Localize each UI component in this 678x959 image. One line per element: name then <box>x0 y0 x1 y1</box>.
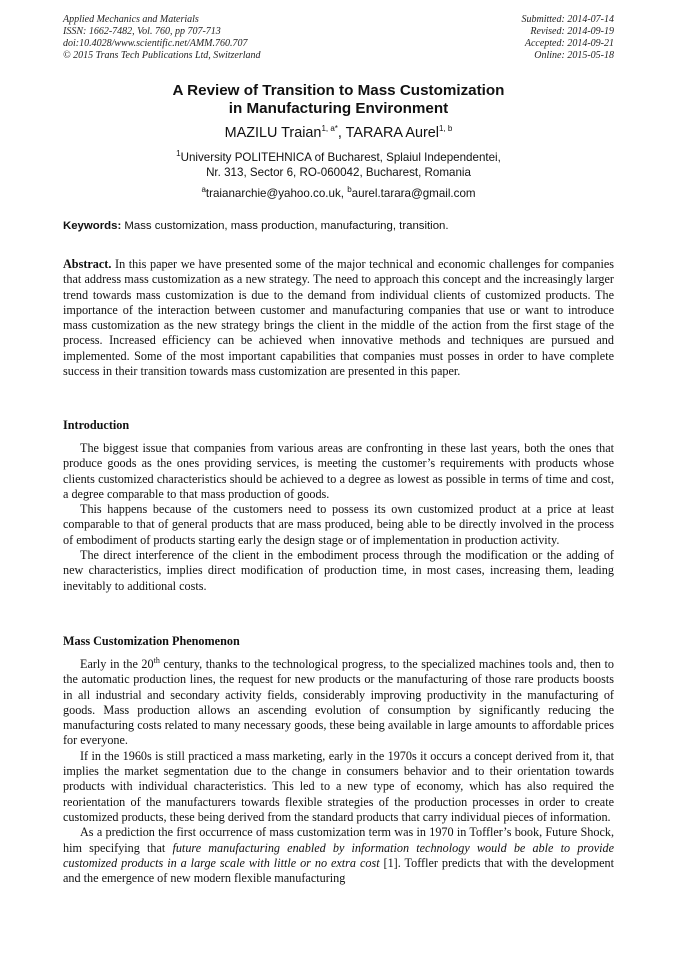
keywords-text: Mass customization, mass production, manufacturing, transition. <box>121 220 449 232</box>
journal-info <box>63 14 261 62</box>
quoted-prediction: future manufacturing enabled by information technology would be able to provide customized products in a large scale with little or no extra cost <box>63 840 614 870</box>
affiliation-mark: 1 <box>176 149 181 159</box>
mass-customization-section <box>63 657 614 886</box>
submitted-date: Submitted: 2014-07-14 <box>521 14 614 25</box>
issn: ISSN: 1662-7482, Vol. 760, pp 707-713 <box>63 26 221 37</box>
paragraph: The direct interference of the client in the embodiment process through the modification or the adding of new characteristics, implies direct modification of production time, in most cases, increasing them, leading inevitably to additional costs. <box>63 548 614 593</box>
email-a: traianarchie@yahoo.co.uk <box>205 187 341 200</box>
paragraph: This happens because of the customers need to possess its own customized product at a price at least comparable to that of general products that are mass produced, being able to be directly involved in the process of embodiment of products starting early the design stage or of implementation in production activity. <box>63 502 614 547</box>
email-b-mark: b <box>347 185 352 195</box>
section-heading-introduction: Introduction <box>63 418 130 432</box>
superscript: th <box>153 655 160 665</box>
journal-name: Applied Mechanics and Materials <box>63 14 199 25</box>
keywords <box>63 219 614 234</box>
abstract <box>63 257 614 379</box>
accepted-date: Accepted: 2014-09-21 <box>524 38 614 49</box>
revised-date: Revised: 2014-09-19 <box>530 26 614 37</box>
author-separator: , <box>337 125 346 141</box>
online-date: Online: 2015-05-18 <box>534 50 614 61</box>
author-list <box>63 124 614 142</box>
abstract-text: In this paper we have presented some of the major technical and economic challenges for companies that address mass customization as a new strategy. The need to approach this concept and the increasingly larger trend towards mass customization is due to the demand from individual clients of customized products. The importance of the interaction between customer and manufacturing companies that use or want to introduce mass customization as the new strategy brings the client in the middle of the action from the first stage of the process. Increased efficiency can be achieved when innovative methods and techniques are pursued and implemented. Some of the most important capabilities that companies must posses in order to have complete success in their transition towards mass customization are presented in this paper. <box>63 257 614 379</box>
email-separator: , <box>340 187 348 200</box>
introduction-section <box>63 441 614 594</box>
paragraph: As a prediction the first occurrence of mass customization term was in 1970 in Toffler’s book, Future Shock, him specifying that future manufacturing enabled by information technology would be able to provide customized products in a large scale with little or no extra cost [1]. Toffler predicts that with the development and the emergence of new modern flexible manufacturing <box>63 825 614 886</box>
title-line-1: A Review of Transition to Mass Customization <box>172 82 505 99</box>
abstract-label: Abstract. <box>63 257 112 271</box>
doi: doi:10.4028/www.scientific.net/AMM.760.707 <box>63 38 248 49</box>
paragraph: Early in the 20th century, thanks to the technological progress, to the specialized machines tools and, then to the automatic production lines, the request for new products or the manufacturing of those rare products boosts in all industrial and secondary activity fields, considerably improving productivity in the manufacturing of goods. Mass production allows an ascending evolution of consumption by significantly reducing the manufacturing costs related to many necessary goods, these being available in large amounts to affordable prices for everyone. <box>63 655 614 748</box>
author-1: MAZILU Traian <box>224 125 322 141</box>
section-heading-mass-customization: Mass Customization Phenomenon <box>63 634 240 648</box>
author-1-affiliation-mark: 1, a* <box>321 124 338 134</box>
affiliation-line-2: Nr. 313, Sector 6, RO-060042, Bucharest, Romania <box>206 166 471 179</box>
paragraph: If in the 1960s is still practiced a mass marketing, early in the 1970s it occurs a concept derived from it, that implies the market segmentation due to the change in consumers behavior and to their orientation towards products with individual characteristics. This led to a new type of economy, which has also required the reorientation of the manufacturers towards flexible strategies of the production processes in order to create customized products, these being derived from the standard products that carry individual pieces of information. <box>63 748 614 824</box>
affiliation <box>63 150 614 180</box>
affiliation-line-1: $^1$University POLITEHNICA of Bucharest, Splaiul Independentei, <box>176 149 501 164</box>
paper-title <box>63 82 614 118</box>
paragraph: The biggest issue that companies from various areas are confronting in these last years, both the ones that produce goods as the ones providing services, is meeting the customer’s requirements with products whose clients customized characteristics should be achieved to a degree as lowest as possible in terms of time and cost, a degree comparable to that mass production of goods. <box>63 441 614 501</box>
email-a-mark: a <box>201 185 206 195</box>
author-emails <box>63 186 614 201</box>
publication-dates <box>522 14 615 62</box>
author-2-affiliation-mark: 1, b <box>438 124 453 134</box>
title-line-2: in Manufacturing Environment <box>228 100 449 117</box>
copyright: © 2015 Trans Tech Publications Ltd, Switzerland <box>63 50 261 61</box>
email-b: aurel.tarara@gmail.com <box>351 187 476 200</box>
author-2: TARARA Aurel <box>345 125 439 141</box>
keywords-label: Keywords: <box>63 220 122 232</box>
